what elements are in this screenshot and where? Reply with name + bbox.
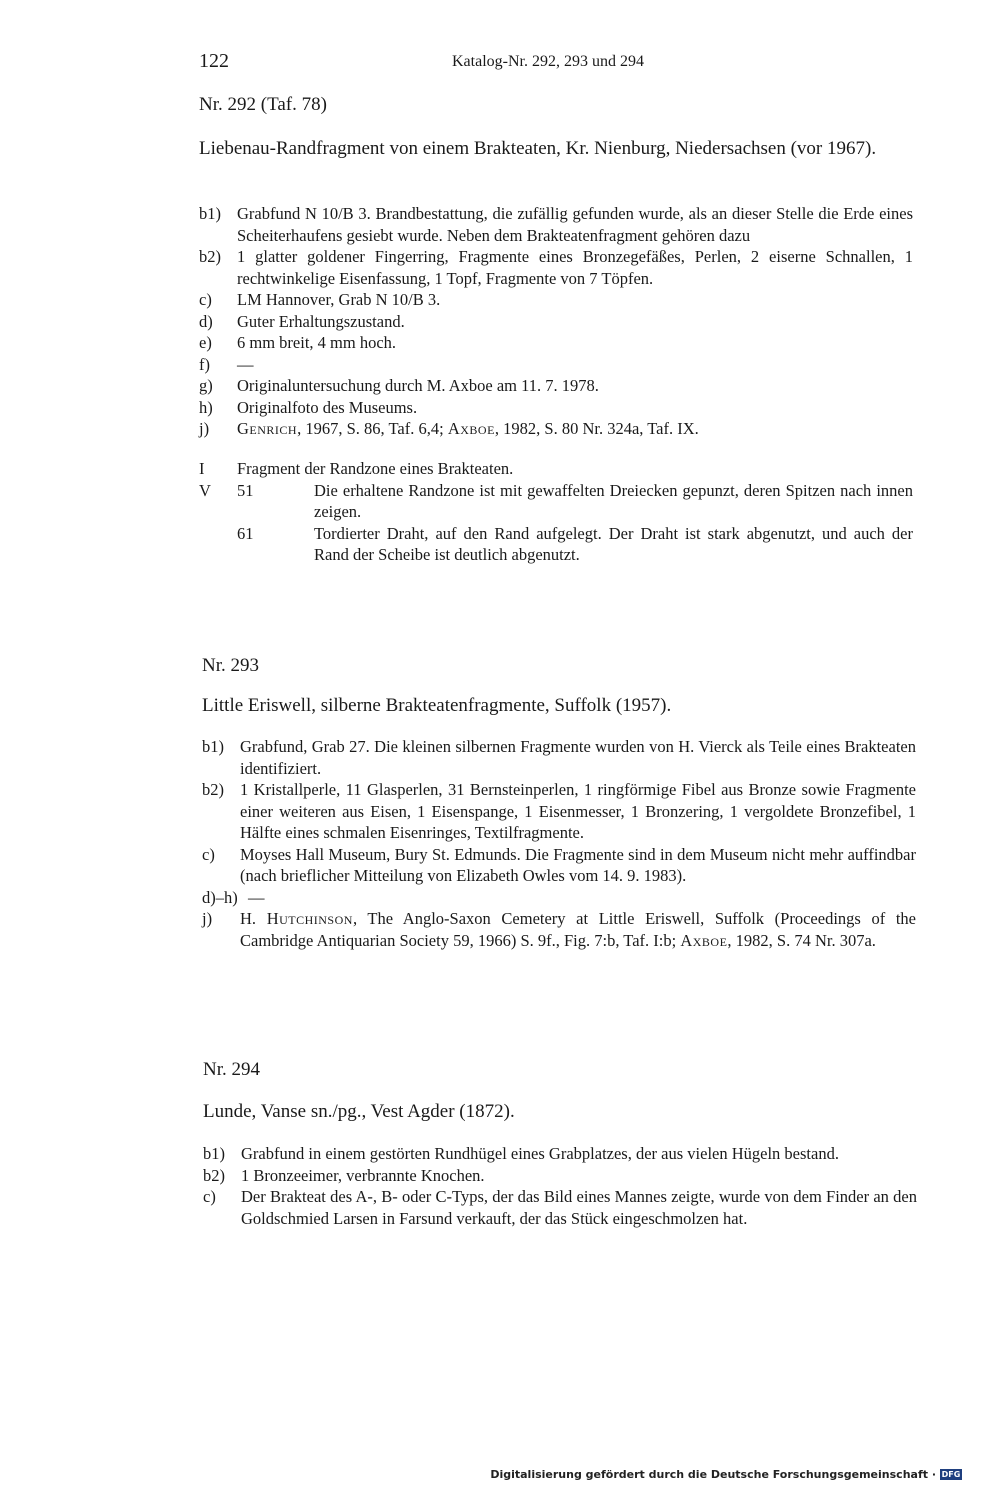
credit-text: Digitalisierung gefördert durch die Deutsche Forschungsgemeinschaft · bbox=[490, 1468, 936, 1481]
field-label: b1) bbox=[199, 204, 221, 223]
field-label: b2) bbox=[199, 247, 221, 266]
field-d-h bbox=[202, 887, 916, 909]
field-b2 bbox=[203, 1165, 917, 1187]
field-text: Guter Erhaltungszustand. bbox=[237, 311, 405, 331]
entry-field-list bbox=[199, 203, 913, 440]
description-text: Die erhaltene Randzone ist mit gewaffelten Dreiecken gepunzt, deren Spitzen nach innen zeigen. bbox=[314, 480, 913, 521]
field-text: — bbox=[248, 887, 265, 907]
field-label: d) bbox=[199, 311, 213, 331]
entry-number: Nr. 293 bbox=[202, 655, 259, 676]
citation-text: , 1982, S. 80 Nr. 324a, Taf. IX. bbox=[494, 419, 699, 438]
citation-text: , 1967, S. 86, Taf. 6,4; bbox=[297, 419, 448, 438]
field-label: c) bbox=[203, 1187, 216, 1206]
author-name: Axboe bbox=[447, 419, 495, 438]
field-text: 6 mm breit, 4 mm hoch. bbox=[237, 333, 397, 352]
field-text: Originalfoto des Museums. bbox=[237, 397, 418, 417]
entry-number: Nr. 292 (Taf. 78) bbox=[199, 94, 327, 115]
field-b2 bbox=[202, 779, 916, 844]
citation-text: H. bbox=[240, 909, 267, 928]
field-label: b2) bbox=[203, 1165, 225, 1185]
author-name: Genrich bbox=[237, 419, 298, 438]
field-b1 bbox=[203, 1143, 917, 1165]
field-text: Der Brakteat des A-, B- oder C-Typs, der das Bild eines Mannes zeigte, wurde von dem Finder an den Goldschmied Larsen in Farsund verkauft, der das Stück eingeschmolzen hat. bbox=[241, 1187, 917, 1228]
running-head: Katalog-Nr. 292, 293 und 294 bbox=[452, 53, 644, 70]
field-label: b1) bbox=[203, 1144, 225, 1163]
entry-field-list bbox=[203, 1143, 917, 1229]
field-j bbox=[199, 418, 913, 440]
author-name: Axboe bbox=[680, 930, 728, 950]
field-b1 bbox=[199, 203, 913, 246]
field-label: d)–h) bbox=[202, 887, 238, 907]
description-subcode: 61 bbox=[237, 523, 254, 543]
field-text: 1 Bronzeeimer, verbrannte Knochen. bbox=[241, 1165, 485, 1185]
field-d bbox=[199, 311, 913, 333]
citation-text: , The Anglo-Saxon Cemetery at Little Eriswell, Suffolk (Proceedings of the Cambridge Antiquarian Society 59, 1966) S. 9f., Fig. 7:b, Taf. I:b; bbox=[240, 909, 916, 950]
field-label: b2) bbox=[202, 780, 224, 799]
field-text: 1 Kristallperle, 11 Glasperlen, 31 Bernsteinperlen, 1 ringförmige Fibel aus Bronze sowie Fragmente einer weiteren aus Eisen, 1 Eisenspange, 1 Eisenmesser, 1 Bronzering, 1 vergoldete Bronzefibel, 1 Hälfte eines schmalen Eisenringes, Textilfragmente. bbox=[240, 780, 916, 842]
entry-number: Nr. 294 bbox=[203, 1059, 260, 1080]
field-c bbox=[199, 289, 913, 311]
field-text: Moyses Hall Museum, Bury St. Edmunds. Die Fragmente sind in dem Museum nicht mehr auffindbar (nach brieflicher Mitteilung von Elizabeth Owles vom 14. 9. 1983). bbox=[240, 844, 916, 885]
field-text: Grabfund N 10/B 3. Brandbestattung, die zufällig gefunden wurde, als an dieser Stelle die Erde eines Scheiterhaufens gesiebt wurde. Neben dem Brakteatenfragment gehören dazu bbox=[237, 204, 913, 245]
field-text: Originaluntersuchung durch M. Axboe am 11. 7. 1978. bbox=[237, 376, 599, 395]
field-c bbox=[202, 844, 916, 887]
field-c bbox=[203, 1186, 917, 1229]
field-b1 bbox=[202, 736, 916, 779]
description-row bbox=[199, 458, 913, 480]
entry-field-list bbox=[202, 736, 916, 951]
description-code: V bbox=[199, 480, 211, 500]
description-text: Tordierter Draht, auf den Rand aufgelegt. Der Draht ist stark abgenutzt, und auch der Rand der Scheibe ist deutlich abgenutzt. bbox=[314, 523, 913, 564]
field-label: h) bbox=[199, 397, 213, 417]
field-text: LM Hannover, Grab N 10/B 3. bbox=[237, 290, 441, 309]
description-text: Fragment der Randzone eines Brakteaten. bbox=[237, 459, 514, 478]
author-name: Hutchinson bbox=[266, 909, 353, 928]
description-subcode: 51 bbox=[237, 480, 254, 500]
field-label: j) bbox=[199, 419, 210, 438]
entry-title: Little Eriswell, silberne Brakteatenfragmente, Suffolk (1957). bbox=[202, 695, 672, 716]
description-block bbox=[199, 458, 913, 566]
digitization-credit bbox=[490, 1468, 962, 1481]
field-text: 1 glatter goldener Fingerring, Fragmente eines Bronzegefäßes, Perlen, 2 eiserne Schnallen, 1 rechtwinkelige Eisenfassung, 1 Topf, Fragmente von 7 Töpfen. bbox=[237, 247, 913, 288]
field-label: c) bbox=[199, 290, 212, 309]
field-h bbox=[199, 397, 913, 419]
field-text bbox=[240, 908, 916, 951]
field-label: f) bbox=[199, 354, 210, 374]
entry-title: Liebenau-Randfragment von einem Brakteaten, Kr. Nienburg, Niedersachsen (vor 1967). bbox=[199, 138, 877, 159]
description-row bbox=[199, 480, 913, 523]
description-code: I bbox=[199, 459, 205, 478]
dfg-logo: DFG bbox=[941, 1470, 961, 1479]
field-text bbox=[237, 418, 913, 440]
field-text: Grabfund in einem gestörten Rundhügel eines Grabplatzes, der aus vielen Hügeln bestand. bbox=[241, 1144, 839, 1163]
field-label: e) bbox=[199, 333, 212, 352]
field-label: c) bbox=[202, 844, 215, 864]
field-e bbox=[199, 332, 913, 354]
field-f bbox=[199, 354, 913, 376]
entry-title: Lunde, Vanse sn./pg., Vest Agder (1872). bbox=[203, 1101, 515, 1122]
citation-text: , 1982, S. 74 Nr. 307a. bbox=[727, 930, 876, 950]
field-j bbox=[202, 908, 916, 951]
field-label: j) bbox=[202, 909, 213, 928]
field-g bbox=[199, 375, 913, 397]
description-row bbox=[199, 523, 913, 566]
page-number: 122 bbox=[199, 50, 229, 72]
field-text: — bbox=[237, 354, 254, 374]
field-label: b1) bbox=[202, 737, 224, 756]
field-text: Grabfund, Grab 27. Die kleinen silbernen Fragmente wurden von H. Vierck als Teile eines Brakteaten identifiziert. bbox=[240, 737, 916, 778]
field-label: g) bbox=[199, 376, 213, 395]
description-code bbox=[199, 523, 237, 566]
field-b2 bbox=[199, 246, 913, 289]
